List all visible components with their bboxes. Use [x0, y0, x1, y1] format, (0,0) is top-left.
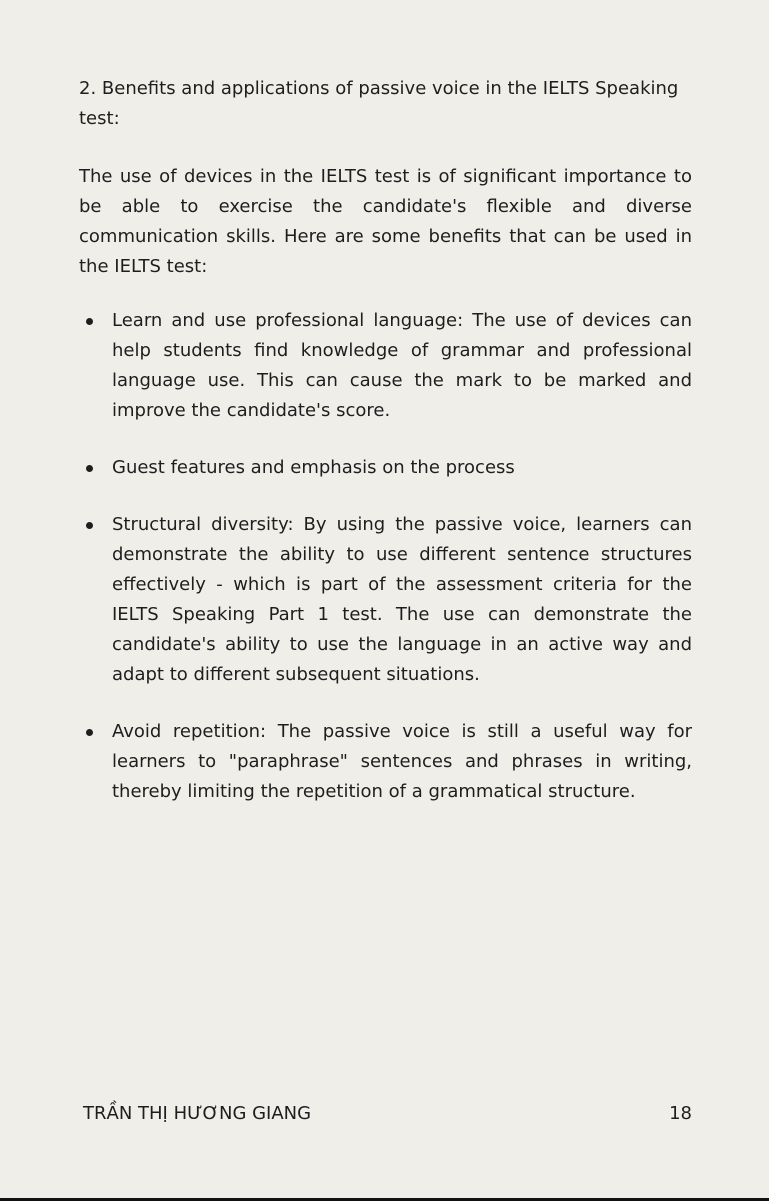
list-item [79, 306, 692, 426]
list-item-text: Learn and use professional language: The use of devices can help students find knowledge of grammar and professional language use. This can cause the mark to be marked and improve the candidate's score. [112, 310, 692, 421]
footer-author: TRẦN THỊ HƯƠNG GIANG [83, 1103, 312, 1124]
list-item-text: Guest features and emphasis on the process [112, 457, 515, 478]
benefits-list [79, 306, 692, 807]
section-heading: 2. Benefits and applications of passive voice in the IELTS Speaking test: [79, 78, 679, 129]
list-item [79, 453, 692, 483]
list-item [79, 510, 692, 690]
bullet-icon [86, 522, 93, 529]
list-item-text: Structural diversity: By using the passive voice, learners can demonstrate the ability to use different sentence structures effectively - which is part of the assessment criteria for the IELTS Speaking Part 1 test. The use can demonstrate the candidate's ability to use the language in an active way and adapt to different subsequent situations. [112, 514, 692, 685]
page-number: 18 [669, 1103, 692, 1124]
list-item [79, 717, 692, 807]
bullet-icon [86, 729, 93, 736]
intro-paragraph: The use of devices in the IELTS test is of significant importance to be able to exercise the candidate's flexible and diverse communication skills. Here are some benefits that can be used in the IELTS test: [79, 166, 692, 277]
bullet-icon [86, 318, 93, 325]
list-item-text: Avoid repetition: The passive voice is still a useful way for learners to "paraphrase" sentences and phrases in writing, thereby limiting the repetition of a grammatical structure. [112, 721, 692, 802]
page-content [79, 74, 692, 834]
bullet-icon [86, 465, 93, 472]
